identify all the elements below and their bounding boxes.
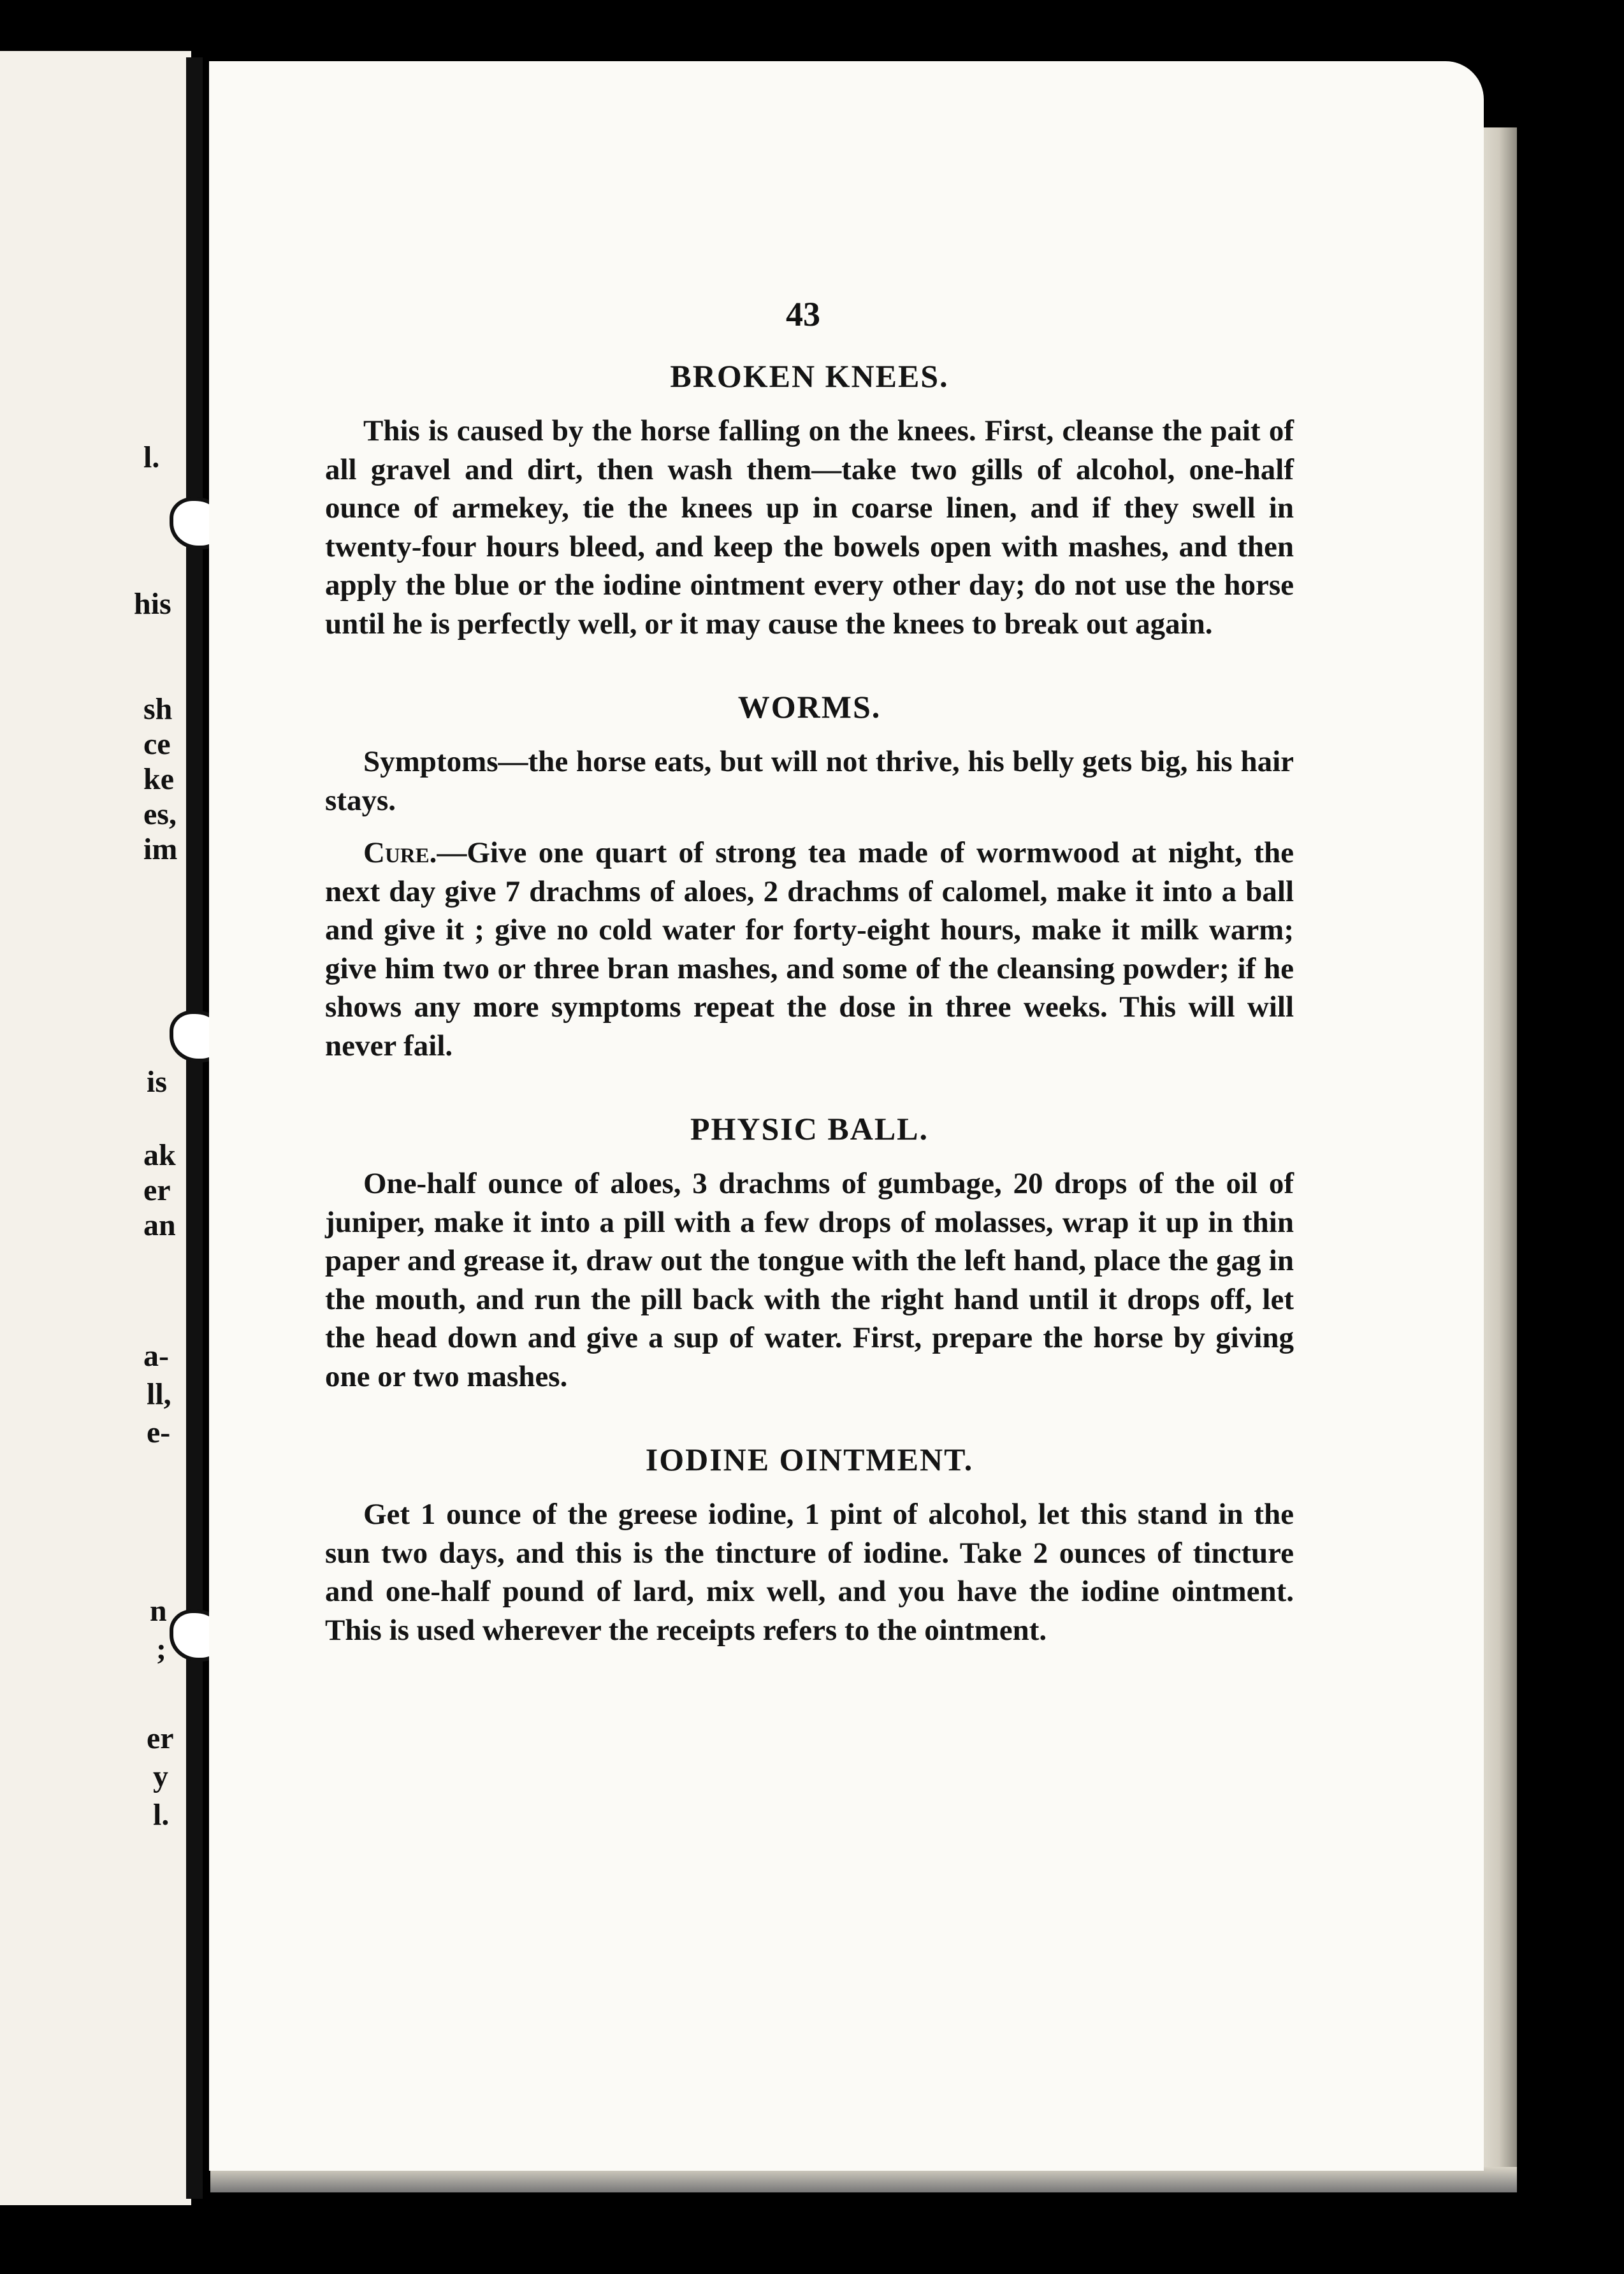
page-number: 43 — [786, 295, 820, 333]
section-heading: BROKEN KNEES. — [670, 358, 949, 394]
paragraph-text: —Give one quart of strong tea made of wormwood at night, the next day give 7 drachms of aloes, 2 drachms of calomel, make it into a ball and give it ; give no cold water for forty-eight hours, make it milk warm; give him two or three bran mashes, and some of the cleansing powder; if he shows any more symptoms repeat the dose in three weeks. This will will never fail. — [325, 836, 1294, 1062]
binding-gutter — [186, 57, 203, 2199]
paragraph-text: One-half ounce of aloes, 3 drachms of gumbage, 20 drops of the oil of juniper, make it into a pill with a few drops of molasses, wrap it up in thin paper and grease it, draw out the tongue with the left hand, place the gag in the mouth, and run the pill back with the right hand until it drops off, let the head down and give a sup of water. First, prepare the horse by giving one or two mashes. — [325, 1167, 1294, 1393]
paragraph — [325, 412, 1294, 643]
page-content — [325, 357, 1294, 1694]
left-fragment: ak — [143, 1138, 176, 1172]
left-fragment: l. — [153, 1798, 170, 1832]
paragraph — [325, 834, 1294, 1065]
left-fragment: a- — [143, 1339, 169, 1373]
paragraph — [325, 1164, 1294, 1396]
left-fragment: ll, — [147, 1377, 171, 1411]
left-fragment: is — [147, 1065, 168, 1099]
left-fragment: ; — [156, 1632, 166, 1666]
section-physic-ball — [325, 1110, 1294, 1396]
section-broken-knees — [325, 357, 1294, 643]
paragraph-text: Get 1 ounce of the greese iodine, 1 pint of alcohol, let this stand in the sun two days, and this is the tincture of iodine. Take 2 ounces of tincture and one-half pound of lard, mix well, and you have the iodine ointment. This is used wherever the receipts refers to the ointment. — [325, 1498, 1294, 1647]
section-heading: WORMS. — [737, 689, 881, 725]
section-iodine-ointment — [325, 1440, 1294, 1649]
paragraph-text: This is caused by the horse falling on the knees. First, cleanse the pait of all gravel and dirt, then wash them—take two gills of alcohol, one-half ounce of armekey, tie the knees up in coarse linen, and if they swell in twenty-four hours bleed, and keep the bowels open with mashes, and then apply the blue or the iodine ointment every other day; do not use the horse until he is perfectly well, or it may cause the knees to break out again. — [325, 414, 1294, 641]
left-fragment: er — [147, 1721, 174, 1755]
left-fragment: l. — [143, 440, 160, 474]
paragraph-text: Symptoms—the horse eats, but will not thrive, his belly gets big, his hair stays. — [325, 745, 1294, 817]
left-fragment: e- — [147, 1416, 171, 1449]
left-fragment: ce — [143, 727, 171, 761]
page-bottom-edge — [210, 2167, 1517, 2192]
left-fragment: y — [153, 1760, 168, 1793]
section-heading: IODINE OINTMENT. — [645, 1442, 974, 1477]
left-fragment: im — [143, 832, 178, 866]
paragraph — [325, 1495, 1294, 1649]
left-fragment: sh — [143, 692, 173, 726]
paragraph — [325, 742, 1294, 820]
previous-page-fragment — [0, 51, 191, 2205]
section-worms — [325, 688, 1294, 1065]
left-fragment: n — [150, 1594, 167, 1628]
left-fragment: an — [143, 1208, 176, 1242]
left-fragment: er — [143, 1173, 171, 1207]
left-fragment: his — [134, 587, 171, 621]
left-fragment: es, — [143, 797, 177, 831]
section-heading: PHYSIC BALL. — [690, 1111, 929, 1147]
paragraph-lead: Cure. — [363, 836, 437, 869]
left-fragment: ke — [143, 762, 174, 796]
